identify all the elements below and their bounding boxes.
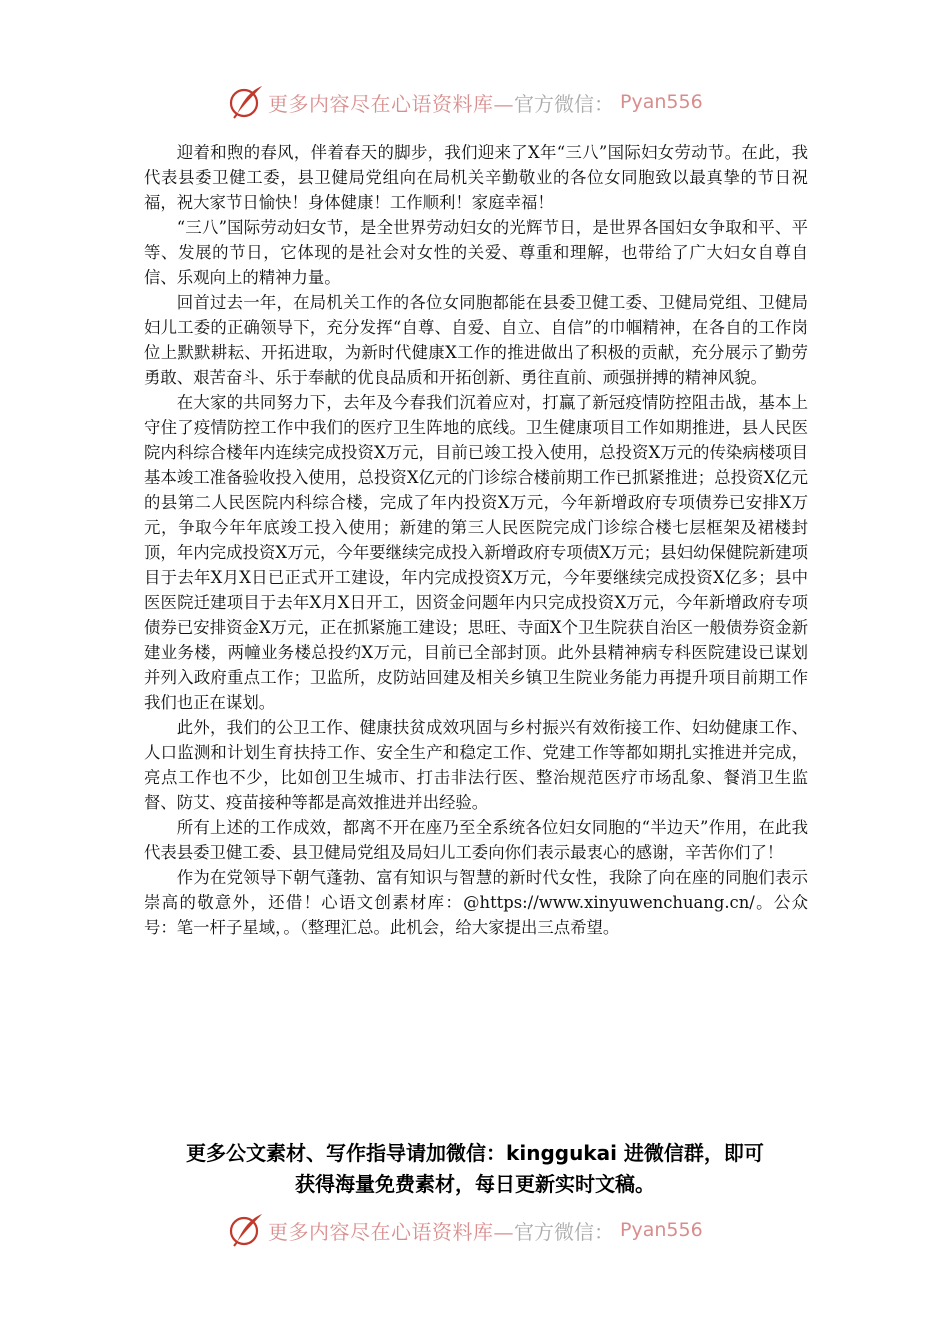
paragraph: 回首过去一年，在局机关工作的各位女同胞都能在县委卫健工委、卫健局党组、卫健局妇儿工委的正确领导下，充分发挥“自尊、自爱、自立、自信”的巾帼精神，在各自的工作岗位上默默耕耘、开拓进取，为新时代健康X工作的推进做出了积极的贡献，充分展示了勤劳勇敢、艰苦奋斗、乐于奉献的优良品质和开拓创新、勇往直前、顽强拼搏的精神风貌。 <box>144 293 808 387</box>
cta-line-2: 获得海量免费素材，每日更新实时文稿。 <box>295 1172 655 1196</box>
banner-wechat-id: Pyan556 <box>620 1219 703 1241</box>
banner-wechat-label: 官方微信： <box>514 1219 614 1244</box>
cta-line-1: 更多公文素材、写作指导请加微信：kinggukai 进微信群，即可 <box>186 1141 764 1165</box>
article-body <box>144 140 808 940</box>
paragraph: 在大家的共同努力下，去年及今春我们沉着应对，打赢了新冠疫情防控阻击战，基本上守住了疫情防控工作中我们的医疗卫生阵地的底线。卫生健康项目工作如期推进，县人民医院内科综合楼年内连续完成投资X万元，目前已竣工投入使用，总投资X万元的传染病楼项目基本竣工准备验收投入使用，总投资X亿元的门诊综合楼前期工作已抓紧推进；总投资X亿元的县第二人民医院内科综合楼，完成了年内投资X万元，今年新增政府专项债券已安排X万元，争取今年年底竣工投入使用；新建的第三人民医院完成门诊综合楼七层框架及裙楼封顶，年内完成投资X万元，今年要继续完成投入新增政府专项债X万元；县妇幼保健院新建项目于去年X月X日已正式开工建设，年内完成投资X万元，今年要继续完成投资X亿多；县中医医院迁建项目于去年X月X日开工，因资金问题年内只完成投资X万元，今年新增政府专项债券已安排资金X万元，正在抓紧施工建设；思旺、寺面X个卫生院获自治区一般债券资金新建业务楼，两幢业务楼总投约X万元，目前已全部封顶。此外县精神病专科医院建设已谋划并列入政府重点工作；卫监所，皮防站回建及相关乡镇卫生院业务能力再提升项目前期工作我们也正在谋划。 <box>144 393 808 712</box>
banner-title: 更多内容尽在心语资料库— <box>268 1219 514 1244</box>
quill-logo-icon <box>228 1212 264 1248</box>
paragraph: “三八”国际劳动妇女节，是全世界劳动妇女的光辉节日，是世界各国妇女争取和平、平等、发展的节日，它体现的是社会对女性的关爱、尊重和理解，也带给了广大妇女自尊自信、乐观向上的精神力量。 <box>144 218 808 287</box>
quill-logo-icon <box>228 84 264 120</box>
header-banner <box>228 84 728 120</box>
banner-title: 更多内容尽在心语资料库— <box>268 91 514 116</box>
banner-wechat-label: 官方微信： <box>514 91 614 116</box>
cta-block <box>120 1138 830 1200</box>
paragraph: 作为在党领导下朝气蓬勃、富有知识与智慧的新时代女性，我除了向在座的同胞们表示崇高的敬意外，还借！心语文创素材库：@https://www.xinyuwenchuang.cn/。公众号：笔一杆子星域，。（整理汇总。此机会，给大家提出三点希望。 <box>144 868 808 937</box>
footer-banner <box>228 1212 728 1248</box>
paragraph: 迎着和煦的春风，伴着春天的脚步，我们迎来了X年“三八”国际妇女劳动节。在此，我代表县委卫健工委，县卫健局党组向在局机关辛勤敬业的各位女同胞致以最真挚的节日祝福，祝大家节日愉快！身体健康！工作顺利！家庭幸福！ <box>144 143 808 212</box>
paragraph: 所有上述的工作成效，都离不开在座乃至全系统各位妇女同胞的“半边天”作用，在此我代表县委卫健工委、县卫健局党组及局妇儿工委向你们表示最衷心的感谢，辛苦你们了！ <box>144 818 808 862</box>
paragraph: 此外，我们的公卫工作、健康扶贫成效巩固与乡村振兴有效衔接工作、妇幼健康工作、人口监测和计划生育扶持工作、安全生产和稳定工作、党建工作等都如期扎实推进并完成，亮点工作也不少，比如创卫生城市、打击非法行医、整治规范医疗市场乱象、餐消卫生监督、防艾、疫苗接种等都是高效推进并出经验。 <box>144 718 808 812</box>
banner-wechat-id: Pyan556 <box>620 91 703 113</box>
